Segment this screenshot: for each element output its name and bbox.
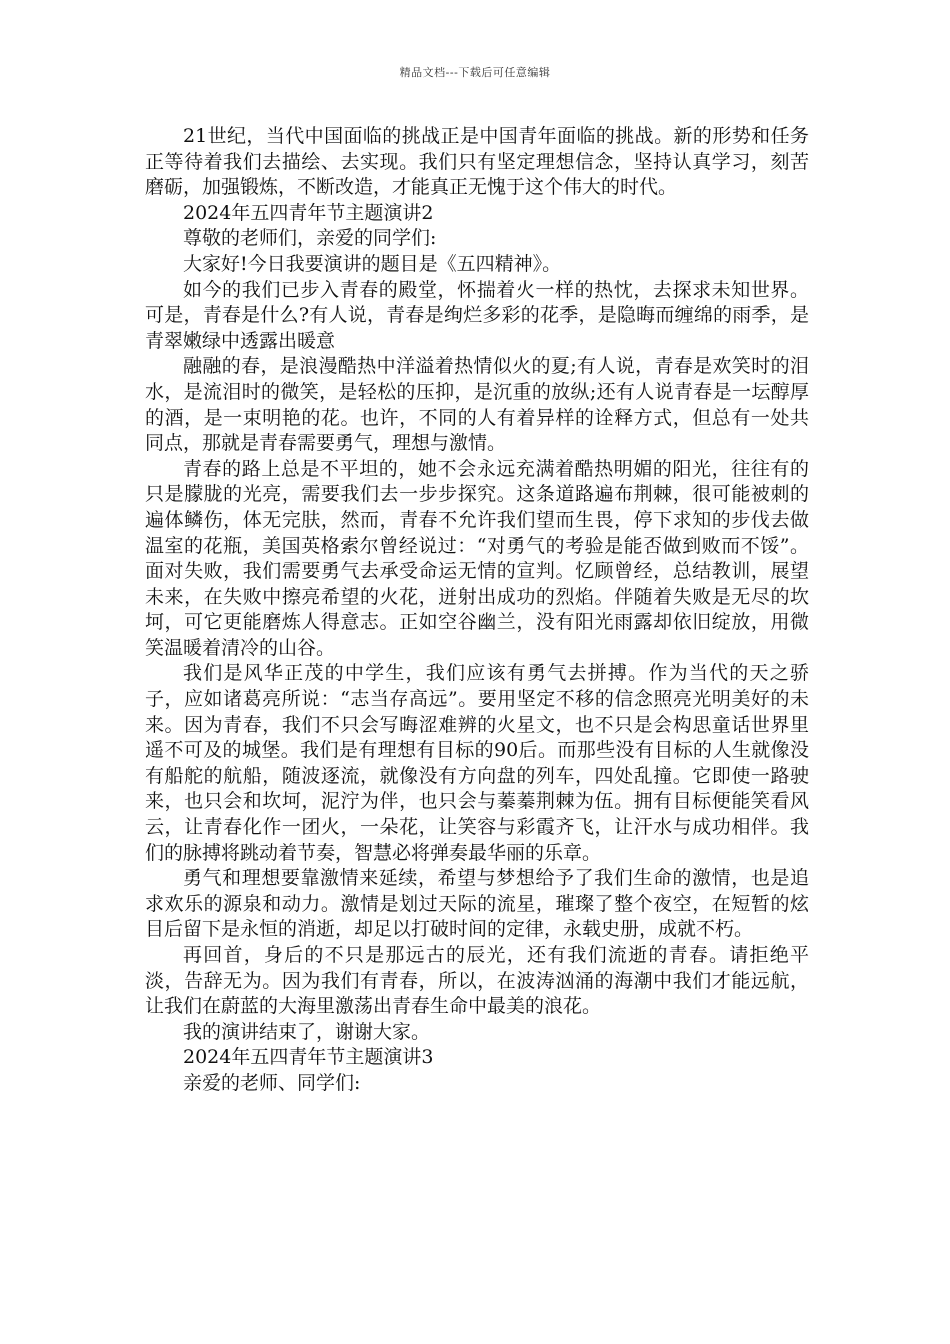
paragraph: 我的演讲结束了，谢谢大家。 xyxy=(183,1020,431,1043)
paragraph: 21世纪，当代中国面临的挑战正是中国青年面临的挑战。新的形势和任务正等待着我们去描绘、去实现。我们只有坚定理想信念，坚持认真学习，刻苦磨砺，加强锻炼，不断改造，才能真正无愧于这个伟大的时代。 xyxy=(145,125,809,199)
paragraph: 如今的我们已步入青春的殿堂，怀揣着火一样的热忱，去探求未知世界。可是，青春是什么?有人说，青春是绚烂多彩的花季，是隐晦而缠绵的雨季，是青翠嫩绿中透露出暖意 xyxy=(145,278,809,352)
salutation: 亲爱的老师、同学们: xyxy=(183,1071,361,1094)
paragraph: 我们是风华正茂的中学生，我们应该有勇气去拼搏。作为当代的天之骄子，应如诸葛亮所说：“志当存高远”。要用坚定不移的信念照亮光明美好的未来。因为青春，我们不只会写晦涩难辨的火星文，也不只是会构思童话世界里遥不可及的城堡。我们是有理想有目标的90后。而那些没有目标的人生就像没有船舵的航船，随波逐流，就像没有方向盘的列车，四处乱撞。它即使一路驶来，也只会和坎坷，泥泞为伴，也只会与蓁蓁荆棘为伍。拥有目标便能笑看风云，让青春化作一团火，一朵花，让笑容与彩霞齐飞，让汗水与成功相伴。我们的脉搏将跳动着节奏，智慧必将弹奏最华丽的乐章。 xyxy=(145,662,809,864)
page-header: 精品文档---下载后可任意编辑 xyxy=(399,66,551,79)
salutation: 尊敬的老师们，亲爱的同学们: xyxy=(183,227,437,250)
paragraph: 融融的春，是浪漫酷热中洋溢着热情似火的夏;有人说，青春是欢笑时的泪水，是流泪时的微笑，是轻松的压抑，是沉重的放纵;还有人说青春是一坛醇厚的酒，是一束明艳的花。也许，不同的人有着异样的诠释方式，但总有一处共同点，那就是青春需要勇气，理想与激情。 xyxy=(145,355,809,455)
speech-title: 2024年五四青年节主题演讲3 xyxy=(183,1046,434,1069)
paragraph: 青春的路上总是不平坦的，她不会永远充满着酷热明媚的阳光，往往有的只是朦胧的光亮，需要我们去一步步探究。这条道路遍布荆棘，很可能被刺的遍体鳞伤，体无完肤，然而，青春不允许我们望而生畏，停下求知的步伐去做温室的花瓶，美国英格索尔曾经说过：“对勇气的考验是能否做到败而不馁”。面对失败，我们需要勇气去承受命运无情的宣判。忆顾曾经，总结教训，展望未来，在失败中擦亮希望的火花，迸射出成功的烈焰。伴随着失败是无尽的坎坷，可它更能磨炼人得意志。正如空谷幽兰，没有阳光雨露却依旧绽放，用微笑温暖着清冷的山谷。 xyxy=(145,457,809,659)
speech-title: 2024年五四青年节主题演讲2 xyxy=(183,201,434,224)
document-body xyxy=(145,124,809,1097)
paragraph: 大家好!今日我要演讲的题目是《五四精神》。 xyxy=(183,252,562,275)
paragraph: 再回首，身后的不只是那远古的辰光，还有我们流逝的青春。请拒绝平淡，告辞无为。因为我们有青春，所以，在波涛汹涌的海潮中我们才能远航，让我们在蔚蓝的大海里激荡出青春生命中最美的浪花。 xyxy=(145,944,809,1018)
paragraph: 勇气和理想要靠激情来延续，希望与梦想给予了我们生命的激情，也是追求欢乐的源泉和动力。激情是划过天际的流星，璀璨了整个夜空，在短暂的炫目后留下是永恒的消逝，却足以打破时间的定律，永载史册，成就不朽。 xyxy=(145,867,809,941)
